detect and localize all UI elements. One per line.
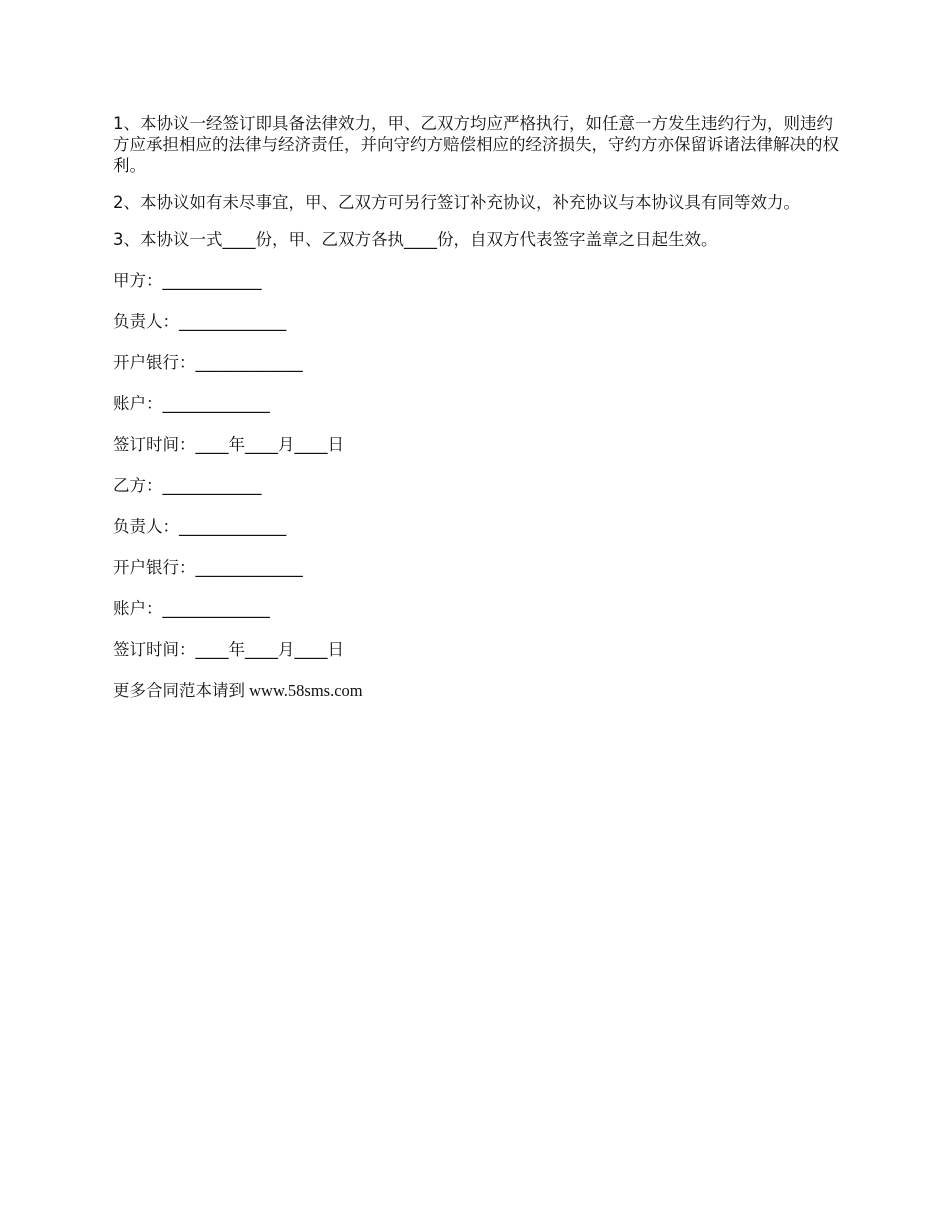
party-b-bank: 开户银行：_____________: [113, 558, 303, 577]
party-b-name: 乙方：____________: [113, 476, 262, 495]
party-a-account: 账户：_____________: [113, 394, 270, 413]
clause-1: 1、本协议一经签订即具备法律效力，甲、乙双方均应严格执行，如任意一方发生违约行为，则违约方应承担相应的法律与经济责任，并向守约方赔偿相应的经济损失，守约方亦保留诉诸法律解决的权利。: [113, 114, 839, 175]
clause-2: 2、本协议如有未尽事宜，甲、乙双方可另行签订补充协议，补充协议与本协议具有同等效力。: [113, 193, 800, 212]
party-a-person-in-charge: 负责人：_____________: [113, 312, 287, 331]
party-b-account: 账户：_____________: [113, 599, 270, 618]
document-page: [113, 113, 843, 701]
party-b-person-in-charge: 负责人：_____________: [113, 517, 287, 536]
party-a-signing-date: 签订时间：____年____月____日: [113, 435, 344, 454]
party-a-bank: 开户银行：_____________: [113, 353, 303, 372]
clause-3: 3、本协议一式____份，甲、乙双方各执____份，自双方代表签字盖章之日起生效。: [113, 230, 718, 249]
party-a-name: 甲方：____________: [113, 271, 262, 290]
party-b-signing-date: 签订时间：____年____月____日: [113, 640, 344, 659]
footer-link-text: 更多合同范本请到 www.58sms.com: [113, 681, 363, 700]
